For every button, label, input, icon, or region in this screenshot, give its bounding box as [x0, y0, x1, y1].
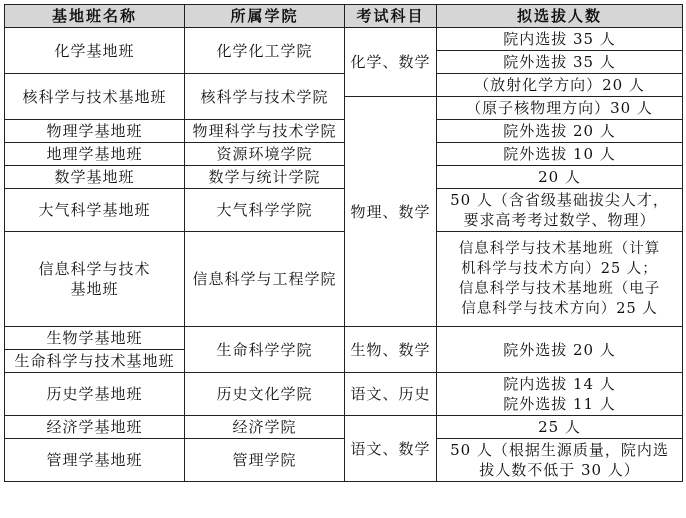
class-name — [5, 232, 185, 327]
college: 大气科学学院 — [185, 189, 345, 232]
header-exam-subjects: 考试科目 — [345, 5, 437, 28]
table-row-physics — [5, 120, 683, 143]
college: 信息科学与工程学院 — [185, 232, 345, 327]
table-row-atmospheric — [5, 189, 683, 232]
exam-subjects: 语文、历史 — [345, 373, 437, 416]
exam-subjects: 化学、数学 — [345, 28, 437, 97]
quota-line: 信息科学与技术基地班（电子 — [458, 281, 661, 297]
class-name: 大气科学基地班 — [5, 189, 185, 232]
quota-line: 50 人（根据生源质量，院内选 — [450, 441, 669, 459]
college: 数学与统计学院 — [185, 166, 345, 189]
college: 管理学院 — [185, 439, 345, 482]
class-name: 历史学基地班 — [5, 373, 185, 416]
quota-line: 50 人（含省级基础拔尖人才， — [450, 191, 669, 209]
quota-line: 拔人数不低于 30 人） — [479, 461, 640, 479]
table-row-information — [5, 232, 683, 327]
class-name: 生物学基地班 — [5, 327, 185, 350]
quota — [437, 439, 683, 482]
quota: 院外选拔 20 人 — [437, 120, 683, 143]
college: 物理科学与技术学院 — [185, 120, 345, 143]
quota-line: 要求高考考过数学、物理） — [463, 211, 656, 229]
class-name-line: 信息科学与技术 — [38, 260, 151, 278]
exam-subjects: 物理、数学 — [345, 97, 437, 327]
header-class-name: 基地班名称 — [5, 5, 185, 28]
table-row-mathematics — [5, 166, 683, 189]
quota — [437, 373, 683, 416]
class-name: 经济学基地班 — [5, 416, 185, 439]
quota-table — [4, 4, 683, 482]
quota-line: 院内选拔 14 人 — [503, 375, 616, 393]
class-name: 化学基地班 — [5, 28, 185, 74]
table-row-geography — [5, 143, 683, 166]
college: 历史文化学院 — [185, 373, 345, 416]
table-row-nuclear — [5, 74, 683, 97]
college: 生命科学学院 — [185, 327, 345, 373]
header-quota: 拟选拔人数 — [437, 5, 683, 28]
quota: （放射化学方向）20 人 — [437, 74, 683, 97]
quota — [437, 189, 683, 232]
college: 经济学院 — [185, 416, 345, 439]
quota-line: 信息科学与技术方向）25 人 — [461, 301, 658, 317]
table-row-economics — [5, 416, 683, 439]
header-row — [5, 5, 683, 28]
quota-line: 机科学与技术方向）25 人； — [461, 261, 658, 277]
table-row-management — [5, 439, 683, 482]
quota: 院外选拔 35 人 — [437, 51, 683, 74]
table-row-chemistry — [5, 28, 683, 51]
quota: 院外选拔 20 人 — [437, 327, 683, 373]
table-row-biology — [5, 327, 683, 350]
quota: 20 人 — [437, 166, 683, 189]
class-name: 核科学与技术基地班 — [5, 74, 185, 120]
college: 资源环境学院 — [185, 143, 345, 166]
quota: （原子核物理方向）30 人 — [437, 97, 683, 120]
college: 核科学与技术学院 — [185, 74, 345, 120]
quota-line: 信息科学与技术基地班（计算 — [458, 241, 661, 257]
quota: 院内选拔 35 人 — [437, 28, 683, 51]
class-name: 地理学基地班 — [5, 143, 185, 166]
exam-subjects: 生物、数学 — [345, 327, 437, 373]
class-name-line: 基地班 — [70, 280, 119, 298]
quota — [437, 232, 683, 327]
table-row-history — [5, 373, 683, 416]
class-name: 数学基地班 — [5, 166, 185, 189]
college: 化学化工学院 — [185, 28, 345, 74]
quota: 25 人 — [437, 416, 683, 439]
class-name: 生命科学与技术基地班 — [5, 350, 185, 373]
exam-subjects: 语文、数学 — [345, 416, 437, 482]
quota-line: 院外选拔 11 人 — [503, 395, 616, 413]
class-name: 物理学基地班 — [5, 120, 185, 143]
header-college: 所属学院 — [185, 5, 345, 28]
quota: 院外选拔 10 人 — [437, 143, 683, 166]
class-name: 管理学基地班 — [5, 439, 185, 482]
